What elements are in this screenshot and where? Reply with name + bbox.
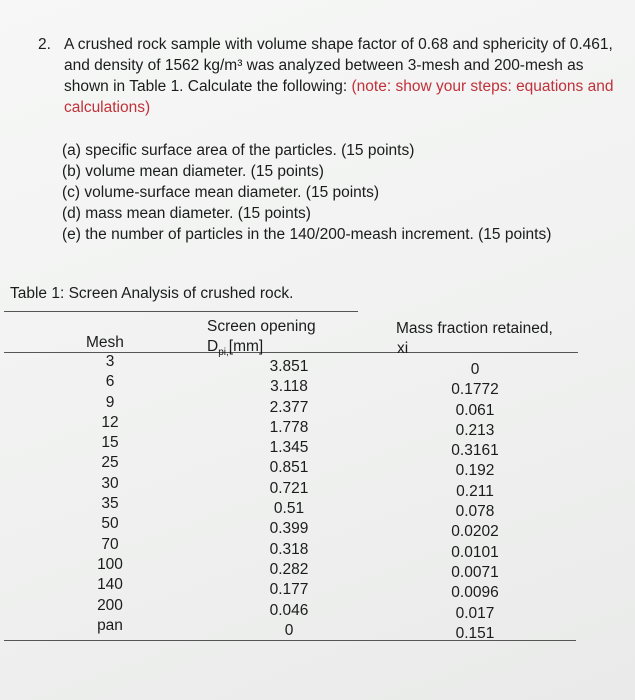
fraction-cell: 0.0202 [451, 523, 499, 541]
fraction-cell: 0.0071 [451, 563, 499, 581]
fraction-cell: 0.017 [455, 604, 495, 622]
header-mesh: Mesh [86, 334, 124, 351]
mesh-cell: 30 [101, 474, 119, 492]
opening-cell: 0.851 [269, 459, 309, 477]
column-mass-fraction [440, 360, 510, 644]
fraction-cell: 0.0101 [451, 543, 499, 561]
fraction-cell: 0.3161 [451, 442, 499, 460]
problem-note: (note: show your steps: equations and calculations) [64, 78, 614, 116]
mesh-cell: 9 [105, 393, 115, 411]
mesh-cell: 200 [97, 596, 123, 614]
mesh-cell: pan [97, 616, 123, 634]
mesh-cell: 100 [97, 555, 123, 573]
opening-cell: 0.177 [269, 581, 309, 599]
fraction-cell: 0.192 [455, 462, 495, 480]
mesh-cell: 50 [101, 515, 119, 533]
mesh-cell: 3 [105, 353, 115, 370]
header-mass-fraction [396, 319, 553, 359]
column-screen-opening [254, 357, 324, 641]
mesh-cell: 6 [105, 373, 115, 391]
fraction-cell: 0.0096 [451, 584, 499, 602]
opening-cell: 1.345 [269, 439, 309, 457]
table-top-rule [4, 311, 358, 312]
opening-cell: 0.399 [269, 520, 309, 538]
part-b: (b) volume mean diameter. (15 points) [62, 163, 324, 180]
fraction-cell: 0.078 [455, 503, 495, 521]
header-opening-line1: Screen opening [207, 318, 316, 335]
problem-number: 2. [38, 36, 51, 53]
dpi-subscript: pi, [218, 347, 229, 359]
fraction-cell: 0 [470, 361, 480, 378]
part-a: (a) specific surface area of the particles. (15 points) [62, 142, 415, 159]
part-d: (d) mass mean diameter. (15 points) [62, 205, 311, 222]
opening-cell: 0.51 [273, 500, 305, 518]
mesh-cell: 12 [101, 413, 119, 431]
header-fraction-line2: xi [397, 340, 409, 357]
dpi-unit: [mm] [228, 338, 264, 355]
problem-statement [38, 34, 623, 118]
problem-text: A crushed rock sample with volume shape factor of 0.68 and sphericity of 0.461, and density of 1562 kg/m³ was analyzed between 3-mesh and 200-mesh as shown in Table 1. Calculate the following: [64, 36, 613, 95]
column-mesh [80, 352, 140, 636]
opening-cell: 0.318 [269, 540, 309, 558]
mesh-cell: 35 [101, 495, 119, 513]
mesh-cell: 70 [101, 535, 119, 553]
fraction-cell: 0.061 [455, 401, 495, 419]
opening-cell: 3.851 [269, 358, 309, 375]
table-caption: Table 1: Screen Analysis of crushed rock. [10, 285, 294, 302]
mesh-cell: 25 [101, 454, 119, 472]
fraction-cell: 0.1772 [451, 381, 499, 399]
part-e: (e) the number of particles in the 140/200-meash increment. (15 points) [62, 226, 552, 243]
opening-cell: 0.046 [269, 601, 309, 619]
mesh-cell: 15 [101, 434, 119, 452]
opening-cell: 1.778 [269, 418, 309, 436]
mesh-cell: 140 [97, 576, 123, 594]
header-fraction-line1: Mass fraction retained, [396, 320, 553, 337]
opening-cell: 2.377 [269, 398, 309, 416]
fraction-cell: 0.213 [455, 421, 495, 439]
fraction-cell: 0.211 [456, 482, 494, 500]
opening-cell: 0.282 [269, 560, 309, 578]
dpi-symbol: D [207, 338, 219, 355]
opening-cell: 3.118 [270, 378, 308, 396]
fraction-cell: 0.151 [455, 624, 495, 642]
question-parts [62, 140, 551, 245]
part-c: (c) volume-surface mean diameter. (15 points) [62, 184, 380, 201]
opening-cell: 0 [284, 621, 294, 639]
opening-cell: 0.721 [269, 479, 309, 497]
